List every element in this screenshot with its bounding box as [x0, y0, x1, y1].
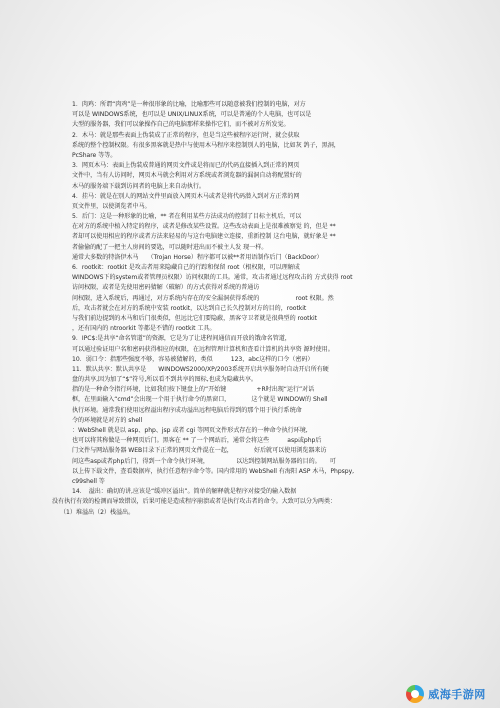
- document-body: [52, 100, 462, 518]
- text-line: 木马的服务端下载到访问者的电脑上来自动执行。: [72, 182, 205, 190]
- text-line: 执行环境。通常我们使用远程溢出程序成功溢出远程电脑后得到的那个用于执行系统命: [72, 406, 302, 414]
- text-line: 盘的共享,因为加了“$”符号,所以看不到共享的图标,也成为隐藏共享。: [72, 376, 257, 384]
- text-line: 1．肉鸡：所谓“肉鸡”是一种很形象的比喻，比喻那些可以随意被我们控制的电脑，对方: [72, 101, 306, 108]
- text-line: 文件中，当有人访问时，网页木马就会利用对方系统或者浏览器的漏洞自动将配置好的: [72, 172, 302, 180]
- text-line: 3．网页木马：表面上伪装成普通的网页文件或是将而已的代码直接插入到正常的网页: [72, 162, 300, 170]
- text-line: 11．默认共享：默认共享是 WINDOWS2000/XP/2003系统开启共享服务时自动开启所有硬: [72, 365, 329, 373]
- text-line: 访问权限，或者是先使用密码猜解（破解）的方式获得对系统的普通访: [72, 284, 260, 292]
- text-line: 框，在里面输入“cmd”会出现一个用于执行命令的黑窗口， 这个就是 WINDOW的 Shell: [72, 396, 328, 404]
- text-line: c99shell 等: [72, 477, 105, 485]
- text-line: 可以通过验证用户名和密码获得相应的权限，在远程管理计算机和查看计算机的共享资 源时使用。: [72, 345, 334, 353]
- text-line: 大型的服务器，我们可以象操作自己的电脑那样来操作它们，而不被对方所发觉。: [72, 121, 290, 129]
- text-line: 者偷偷的配了一把主人房间的要匙，可以随时进出而不被主人发 现一样。: [72, 243, 268, 251]
- text-line: ，还有国内的 ntroorkit 等都是不错的 rootkit 工具。: [72, 325, 216, 333]
- text-line: 14． 溢出：确切的讲,应该是“缓冲区溢出”。简单的解释就是程序对接受的输入数据: [72, 488, 297, 496]
- text-line: ：WebShell 就是以 asp、php、jsp 或者 cgi 等网页文件形式存在的一种命令执行环境,: [72, 427, 308, 434]
- text-line: 问权限，进入系统后，再通过，对方系统内存在的安全漏洞获得系统的 root 权限。然: [72, 294, 334, 302]
- text-line: 通常大多数的特洛伊木马 （Trojan Horse）程序都可以被**者用语制作后门（BackDoor）: [72, 253, 323, 261]
- text-line: 9．IPC$:是共享“命名管道”的资源，它是为了让进程间通信而开放的饿命名管道，: [72, 335, 291, 343]
- text-line: 以上传下载文件，查看数据库，执行任意程序命令等。国内常用的 WebShell 有海阳 ASP 木马，Phpspy,: [72, 467, 355, 475]
- text-line: 系统的整个控制权限。有很多黑客就是热中与使用木马程序来控制别人的电脑，比如灰 鸽子，黑洞，: [72, 141, 340, 149]
- text-line: 指的是一种命令指行环境，比如我们按下键盘上的“开始键 +R时出现“运行”对话: [72, 386, 315, 394]
- text-line: 没有执行有效的检测而导致错误，后果可能是造成程序崩溃或者是执行攻击者的命令。大致可以分为两类：: [52, 498, 337, 506]
- text-line: 也可以将其称做是一种网页后门。黑客在 ** 了一个网站后，通常会将这些 asp或php后: [72, 437, 322, 445]
- text-line: 问这些asp或者php后门，得到一个命令执行环境， 以达到控制网站服务器的目的。 可: [72, 457, 336, 465]
- text-line: 6．rootkit：rootkit 是攻击者用来隐藏自己的行踪和保留 root（根权限，可以理解成: [72, 264, 300, 271]
- text-line: 令的环境就是对方的 shell: [72, 416, 143, 424]
- text-line: 在对方的系统中植入特定的程序，或者是修改某些设置。这些改动表面上是很难被察觉 的，但是 **: [72, 223, 336, 231]
- site-watermark-logo: [392, 680, 500, 708]
- text-line: 4．挂马：就是在别人的网站文件里面放入网页木马或者是将代码潜入到对方正常的网: [72, 192, 300, 200]
- text-line: 10．弱口令：指那些强度不够，容易被猜解的，类似 123，abc这样的口令（密码）: [72, 355, 314, 363]
- text-line: 后，攻击者就会在对方的系统中安装 rootkit，以达到自己长久控制对方的目的，rootkit: [72, 304, 307, 312]
- text-line: WINDOWS下的system或者管理员权限）访问权限的工具。通常，攻击者通过远程攻击的 方式获得 root: [72, 274, 353, 282]
- text-line: 5．后门：这是一种形象的比喻，** 者在利用某些方法成功的控制了目标主机后，可以: [72, 213, 302, 221]
- text-line: （1）堆溢出（2）栈溢出。: [60, 508, 135, 516]
- text-line: PcShare 等等。: [72, 151, 117, 159]
- text-line: 2．木马：就是那些表面上伪装成了正常的程序，但是当这些被程序运行时，就会获取: [72, 131, 300, 139]
- text-line: 可以是 WINDOWS系统，也可以是 UNIX/LINUX系统，可以是普通的个人电脑，也可以是: [72, 111, 312, 119]
- text-line: 门文件与网站服务器 WEB目录下正常的网页文件混在一起， 好后就可以使用浏览器来访: [72, 447, 327, 455]
- watermark-text: 威海手游网: [428, 688, 486, 701]
- text-line: 者却可以使用相应的程序或者方法来轻易的与这台电脑建立连接，重新控制 这台电脑，就好象是 **: [72, 233, 336, 241]
- brand-logo-icon: [406, 685, 424, 703]
- text-line: 页文件里，以使浏览者中马。: [72, 202, 151, 210]
- text-line: 与我们前边提到的木马和后门很类似，但远比它们要隐蔽，黑客守卫者就是很典型的 rootkit: [72, 314, 317, 322]
